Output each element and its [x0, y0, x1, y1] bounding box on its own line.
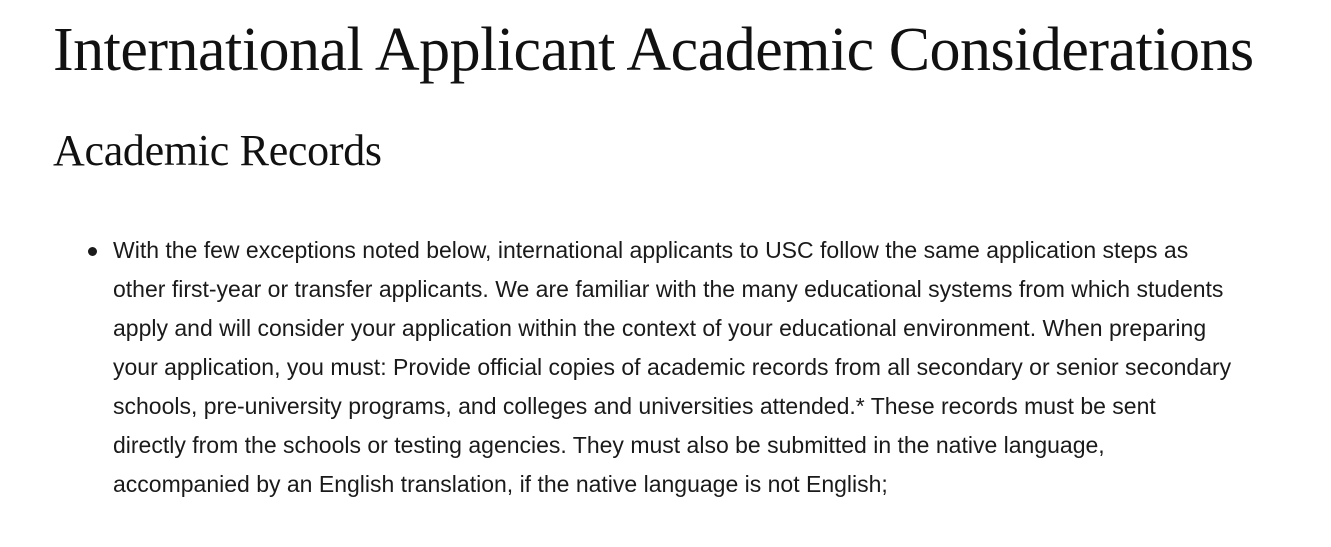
section-heading-academic-records: Academic Records — [53, 126, 382, 175]
page-title: International Applicant Academic Considerations — [53, 16, 1254, 84]
list-item-text: With the few exceptions noted below, international applicants to USC follow the same application steps as other first-year or transfer applicants. We are familiar with the many educational systems from which students apply and will consider your application within the context of your educational environment. When preparing your application, you must: Provide official copies of academic records from all secondary or senior secondary schools, pre-university programs, and colleges and universities attended.* These records must be sent directly from the schools or testing agencies. They must also be submitted in the native language, accompanied by an English translation, if the native language is not English; — [113, 237, 1232, 497]
academic-records-list — [53, 231, 1331, 504]
list-item — [53, 231, 1233, 504]
bullet-icon — [88, 247, 97, 256]
